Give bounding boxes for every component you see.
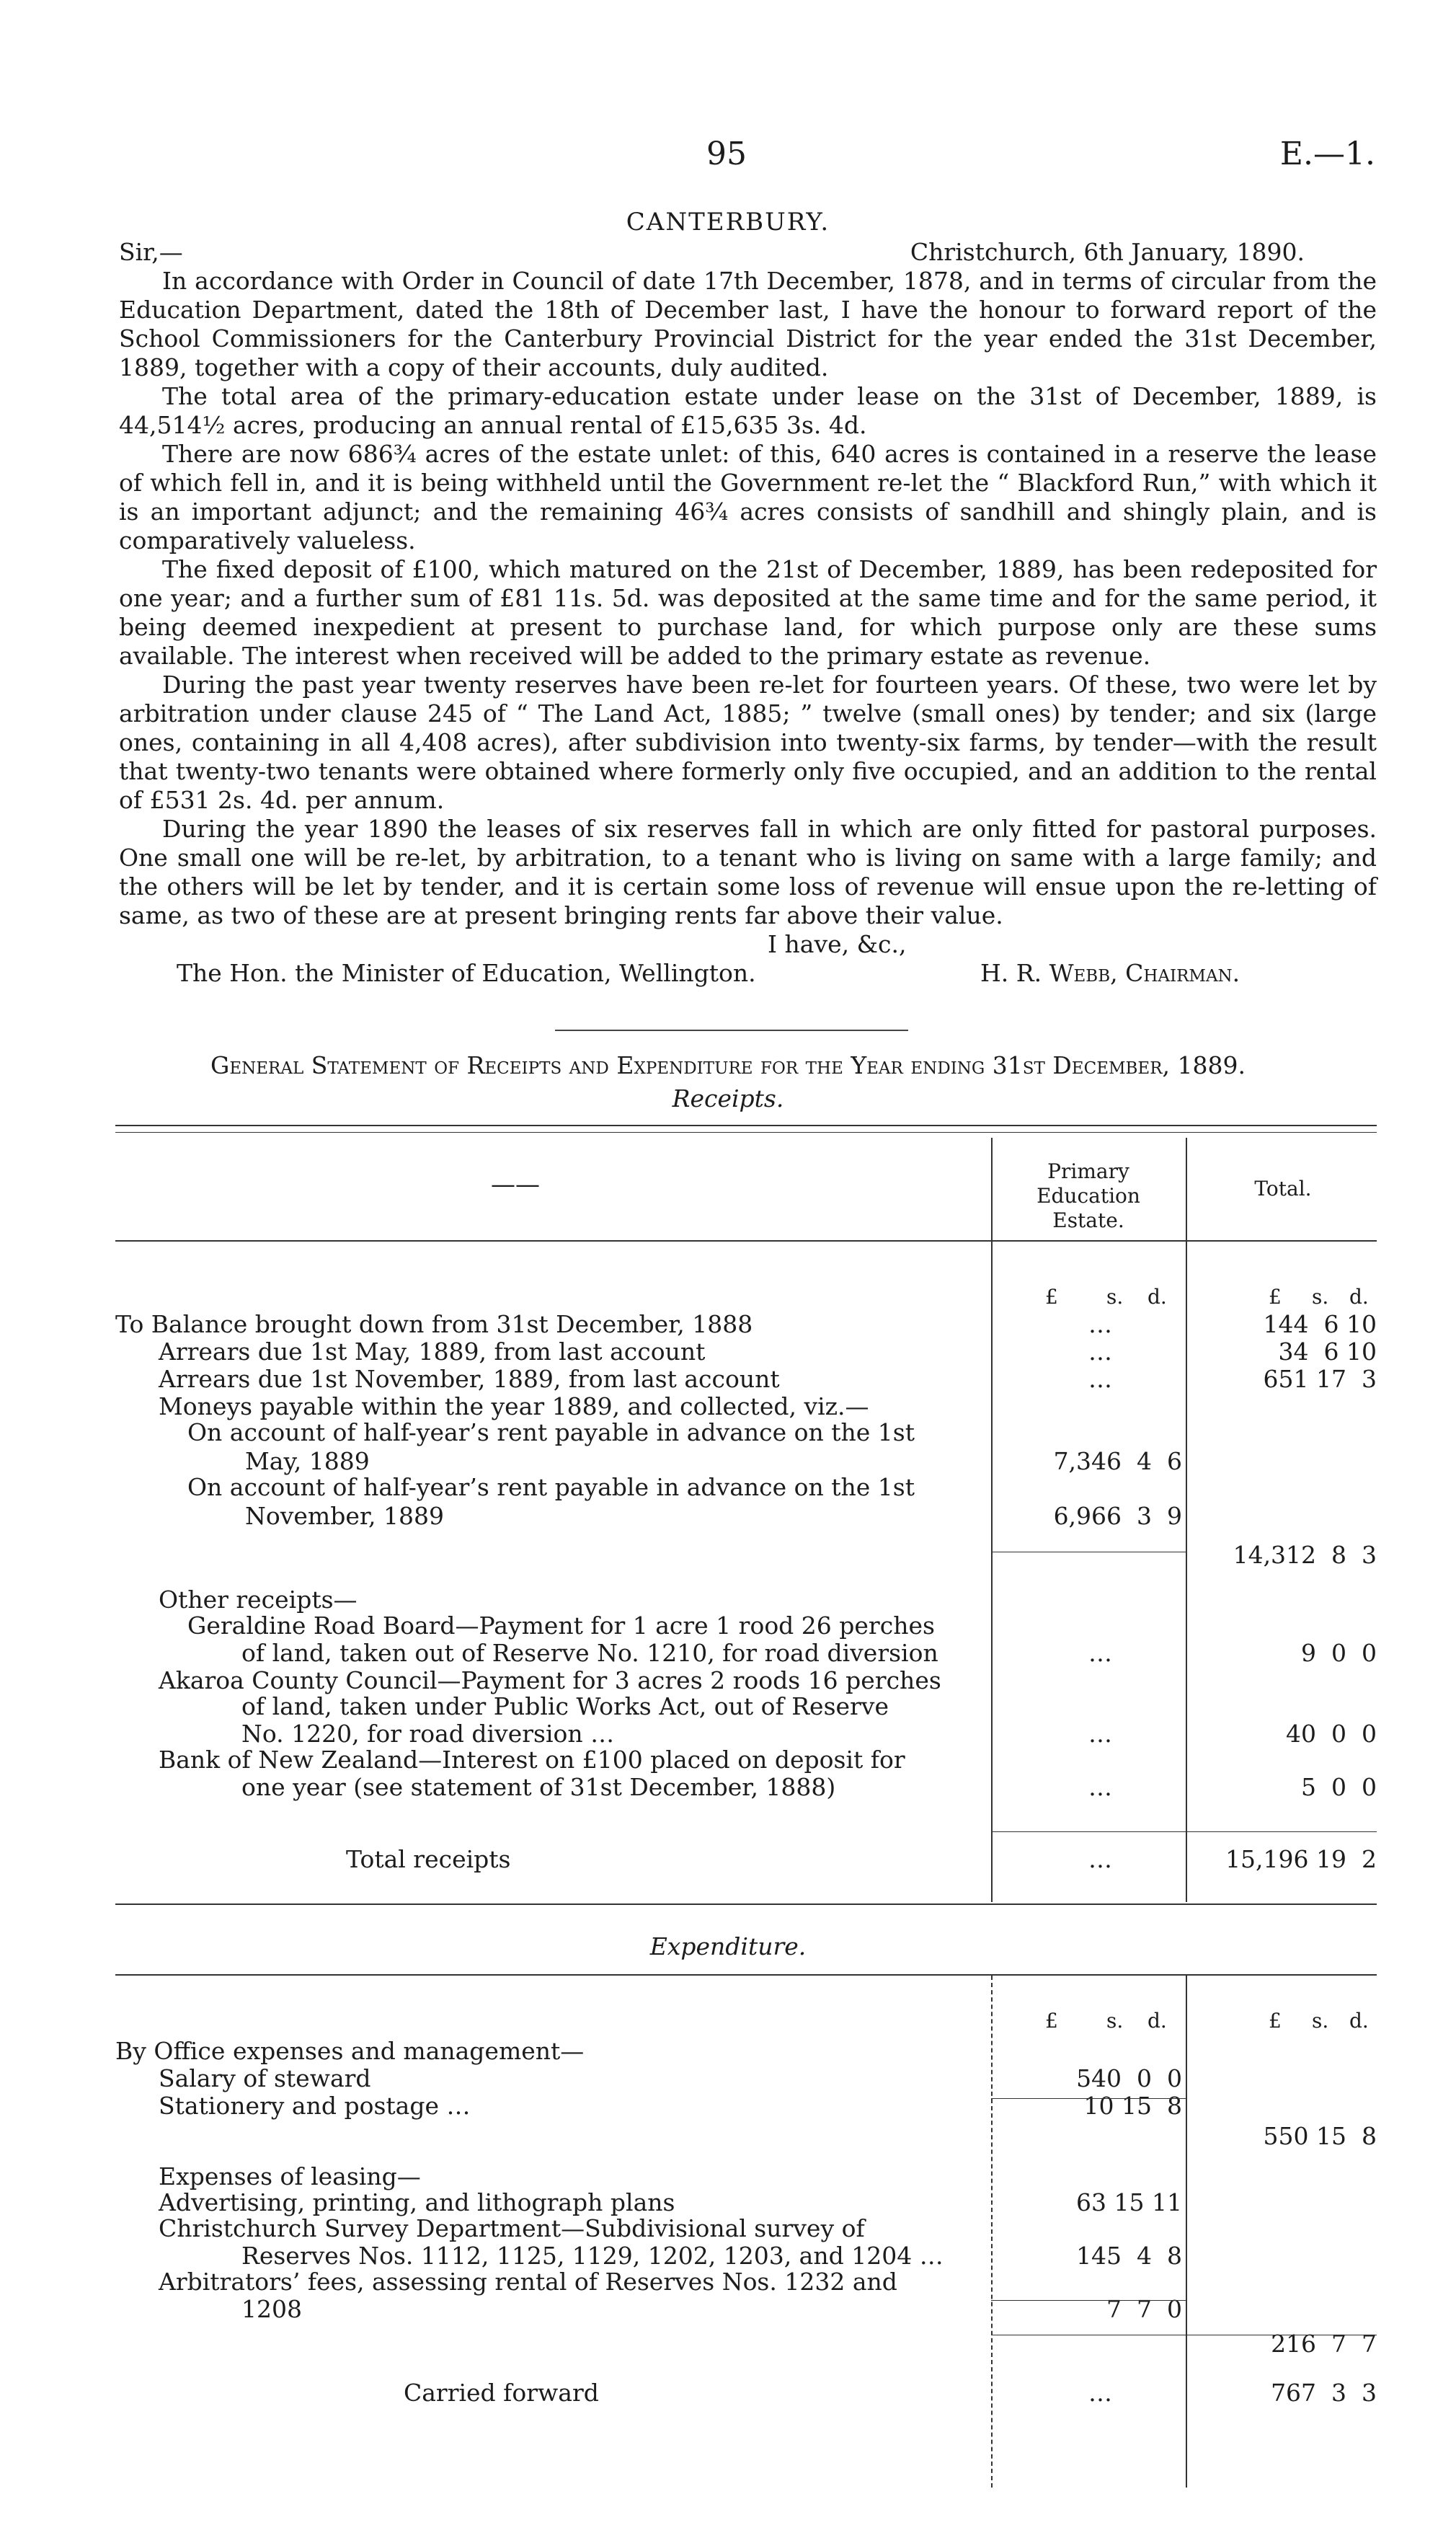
row-label: Geraldine Road Board—Payment for 1 acre 1 rood 26 perches [187,1611,935,1640]
total-amount: 9 0 0 [1301,1639,1377,1667]
table-rule [115,1125,1377,1126]
table-row [115,2189,1377,2216]
total-amount: 34 6 10 [1278,1337,1377,1366]
subtotal-rule [991,2300,1186,2301]
letter-paragraph: During the past year twenty reserves have been re-let for fourteen years. Of these, two were let by arbitration under clause 245 of “ The Land Act, 1885; ” twelve (small ones) by tender; and six (large ones, containing in all 4,408 acres), after subdivision into twenty-six farms, by tender—with the result that twenty-two tenants were obtained where formerly only five occupied, and an addition to the rental of £531 2s. 4d. per annum. [119,671,1377,814]
table-row [115,1311,1377,1338]
total-amount: 651 17 3 [1263,1365,1377,1393]
unit-shilling: s. [1106,1285,1124,1309]
primary-amount: … [1088,1337,1112,1366]
table-row [115,1419,1377,1446]
statement-heading: General Statement of Receipts and Expenditure for the Year ending 31st December, 1889. [210,1051,1246,1079]
table-row [115,1640,1377,1667]
row-label: Total receipts [346,1845,511,1873]
total-rule [991,1831,1377,1832]
table-row [115,2242,1377,2270]
letter-body [119,238,1377,988]
unit-pound: £ [1045,2009,1058,2033]
total-amount: 550 15 8 [1263,2122,1377,2150]
page-number: 95 [706,136,747,172]
place-date: Christchurch, 6th January, 1890. [910,238,1305,266]
total-amount: 15,196 19 2 [1225,1845,1377,1873]
letter-paragraph: The fixed deposit of £100, which matured on the 21st of December, 1889, has been redeposited for one year; and a further sum of £81 11s. 5d. was deposited at the same time and for the same period, it being deemed inexpedient at present to purchase land, for which purpose only are these sums available. The interest when received will be added to the primary estate as revenue. [119,555,1377,670]
primary-amount: … [1088,1639,1112,1667]
row-label: On account of half-year’s rent payable in advance on the 1st [187,1473,915,1501]
total-amount: 144 6 10 [1263,1310,1377,1338]
row-label: one year (see statement of 31st December, 1888) [241,1773,836,1801]
table-rule [115,1240,1377,1242]
primary-amount: 145 4 8 [1076,2242,1182,2270]
row-label: Other receipts— [159,1586,358,1614]
col-header-total: Total. [1254,1177,1312,1201]
row-label: Salary of steward [159,2064,371,2092]
row-label: Expenses of leasing— [159,2162,421,2190]
row-label: No. 1220, for road diversion … [241,1720,615,1748]
unit-shilling: s. [1106,2009,1124,2033]
primary-amount: … [1088,2379,1112,2407]
salutation: Sir,— [119,238,183,266]
table-rule [115,1132,1377,1133]
row-label: Arbitrators’ fees, assessing rental of Reserves Nos. 1232 and [159,2268,897,2296]
section-title: CANTERBURY. [626,208,830,236]
table-row [115,2215,1377,2242]
unit-pound: £ [1045,1285,1058,1309]
receipts-title: Receipts. [672,1084,784,1113]
table-row [115,2296,1377,2323]
table-row [115,1720,1377,1748]
unit-pence: d. [1148,2009,1167,2033]
closing: I have, &c., [768,930,907,958]
table-row [115,1586,1377,1614]
table-row [115,1366,1377,1393]
unit-shilling: s. [1312,2009,1329,2033]
table-rule [115,1904,1377,1905]
table-row [115,1474,1377,1501]
col-header-particulars: —— [491,1170,540,1199]
divider [555,1030,908,1031]
table-row [115,2092,1377,2120]
subtotal-rule [991,2098,1186,2099]
primary-amount: … [1088,1845,1112,1873]
total-amount: 5 0 0 [1301,1773,1377,1801]
row-label: By Office expenses and management— [115,2037,585,2065]
expenditure-title: Expenditure. [649,1932,807,1960]
unit-pence: d. [1349,1285,1369,1309]
primary-amount: 7,346 4 6 [1053,1447,1182,1475]
unit-pound: £ [1269,2009,1282,2033]
primary-amount: … [1088,1365,1112,1393]
table-row [115,2163,1377,2190]
row-label: Arrears due 1st November, 1889, from last account [159,1365,780,1393]
row-label: of land, taken under Public Works Act, out of Reserve [241,1692,889,1720]
total-amount: 216 7 7 [1271,2330,1377,2358]
row-label: May, 1889 [245,1447,370,1475]
letter-paragraph: There are now 686¾ acres of the estate unlet: of this, 640 acres is contained in a reserve the lease of which fell in, and it is being withheld until the Government re-let the “ Blackford Run,” with which it is an important adjunct; and the remaining 46¾ acres consists of sandhill and shingly plain, and is comparatively valueless. [119,440,1377,554]
unit-pence: d. [1349,2009,1369,2033]
row-label: Christchurch Survey Department—Subdivisional survey of [159,2214,865,2242]
row-label: Akaroa County Council—Payment for 3 acres 2 roods 16 perches [159,1666,941,1694]
table-row [115,1693,1377,1720]
unit-pence: d. [1148,1285,1167,1309]
table-row [115,1667,1377,1694]
letter-signoff [119,930,1377,988]
table-row [115,1746,1377,1774]
primary-amount: 10 15 8 [1083,2092,1182,2120]
primary-amount: 7 7 0 [1106,2295,1182,2323]
table-row [115,1846,1377,1873]
row-label: Advertising, printing, and lithograph plans [159,2188,675,2216]
table-row [115,1338,1377,1366]
primary-amount: 6,966 3 9 [1053,1502,1182,1530]
table-row [115,2065,1377,2092]
letter-paragraph: In accordance with Order in Council of date 17th December, 1878, and in terms of circular from the Education Department, dated the 18th of December last, I have the honour to forward report of the School Commissioners for the Canterbury Provincial District for the year ended the 31st December, 1889, together with a copy of their accounts, duly audited. [119,267,1377,381]
row-label: November, 1889 [245,1502,444,1530]
row-label: 1208 [241,2295,302,2323]
unit-pound: £ [1269,1285,1282,1309]
table-rule [115,1974,1377,1976]
table-row [115,2123,1377,2150]
table-row [115,1774,1377,1801]
total-amount: 14,312 8 3 [1233,1541,1377,1569]
row-label: Stationery and postage … [159,2092,471,2120]
total-amount: 767 3 3 [1271,2379,1377,2407]
table-row [115,1393,1377,1420]
table-row [115,1612,1377,1640]
row-label: Moneys payable within the year 1889, and collected, viz.— [159,1392,869,1420]
signature: H. R. Webb, Chairman. [980,959,1240,987]
primary-amount: … [1088,1720,1112,1748]
table-row [115,1448,1377,1475]
row-label: On account of half-year’s rent payable in advance on the 1st [187,1418,915,1446]
row-label: Bank of New Zealand—Interest on £100 placed on deposit for [159,1746,905,1774]
row-label: Reserves Nos. 1112, 1125, 1129, 1202, 1203, and 1204 … [241,2242,944,2270]
row-label: To Balance brought down from 31st December, 1888 [115,1310,753,1338]
row-label: Carried forward [404,2379,599,2407]
primary-amount: 63 15 11 [1076,2188,1182,2216]
table-row [115,1542,1377,1569]
letter-heading [119,238,1377,267]
total-amount: 40 0 0 [1286,1720,1377,1748]
primary-amount: … [1088,1310,1112,1338]
primary-amount: … [1088,1773,1112,1801]
unit-shilling: s. [1312,1285,1329,1309]
table-row [115,2038,1377,2065]
row-label: of land, taken out of Reserve No. 1210, for road diversion [241,1639,938,1667]
letter-paragraph: During the year 1890 the leases of six reserves fall in which are only fitted for pastoral purposes. One small one will be re-let, by arbitration, to a tenant who is living on same with a large family; and the others will be let by tender, and it is certain some loss of revenue will ensue upon the re-letting of same, as two of these are at present bringing rents far above their value. [119,815,1377,929]
table-row [115,1503,1377,1530]
letter-paragraph: The total area of the primary-education estate under lease on the 31st of December, 1889, is 44,514½ acres, producing an annual rental of £15,635 3s. 4d. [119,382,1377,439]
table-row [115,2379,1377,2407]
document-code: E.—1. [1279,136,1375,172]
primary-amount: 540 0 0 [1076,2064,1182,2092]
row-label: Arrears due 1st May, 1889, from last account [159,1337,706,1366]
col-header-primary: Primary Education Estate. [1036,1159,1140,1232]
table-row [115,2268,1377,2296]
addressee: The Hon. the Minister of Education, Wellington. [177,959,756,987]
